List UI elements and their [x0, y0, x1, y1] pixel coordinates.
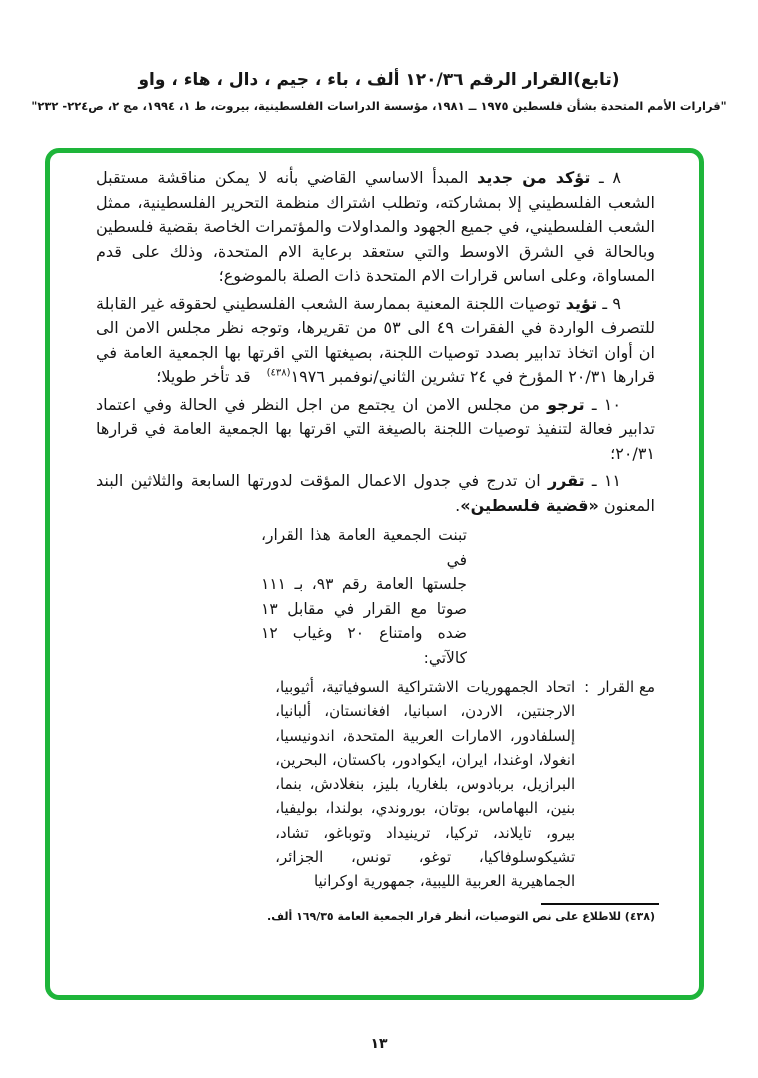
vote-in-favour-label: مع القرار	[598, 678, 655, 696]
agenda-item-title: «قضية فلسطين»	[460, 495, 599, 515]
vote-colon: :	[584, 678, 590, 696]
adoption-line: صوتا مع القرار في مقابل ١٣	[261, 599, 467, 618]
adoption-line: ضده وامتناع ٢٠ وغياب ١٢	[261, 624, 467, 642]
vote-record	[96, 675, 655, 894]
paragraph-11-tail: .	[455, 495, 461, 515]
adoption-line: كالآتي:	[423, 648, 467, 667]
adoption-line: تبنت الجمعية العامة هذا القرار، في	[261, 526, 467, 569]
footnote-separator-rule	[541, 903, 659, 905]
paragraph-8-lead: تؤكد من جديد	[477, 168, 591, 187]
paragraph-8-body: المبدأ الاساسي القاضي بأنه لا يمكن مناقشة مستقبل الشعب الفلسطيني إلا بمشاركته، وتطلب اشتراك منظمة التحرير الفلسطينية، ممثل الشعب الفلسطيني، في جميع الجهود والمداولات والمؤتمرات الخاصة بقضية فلسطين وبالحالة في الشرق الاوسط والتي ستعقد برعاية الام المتحدة، وذلك على قدم المساواة، وعلى اساس قرارات الام المتحدة ذات الصلة بالموضوع؛	[96, 168, 655, 285]
footnote-438-text: (٤٣٨) للاطلاع على نص التوصيات، أنظر قرار الجمعية العامة ١٦٩/٣٥ ألف.	[267, 909, 655, 923]
adoption-note	[261, 523, 467, 670]
paragraph-11-body: ان تدرج في جدول الاعمال المؤقت لدورتها السابعة والثلاثين البند المعنون	[96, 471, 655, 515]
paragraph-9-tail: قد تأخر طويلا؛	[156, 367, 267, 386]
paragraph-11-lead: تقرر	[547, 471, 585, 490]
paragraph-9-marker: ٩ ـ	[602, 293, 621, 313]
paragraph-9-body: توصيات اللجنة المعنية بممارسة الشعب الفلسطيني لحقوقه غير القابلة للتصرف الواردة في الفقرات ٤٩ الى ٥٣ من تقريرها، وتوجه نظر مجلس الامن الى ان أوان اتخاذ تدابير بصدد توصيات اللجنة، بصيغتها التي اقرتها بها الجمعية العامة في قرارها ٢٠/٣١ المؤرخ في ٢٤ تشرين الثاني/نوفمبر ١٩٧٦	[96, 293, 655, 386]
page-number: ١٣	[370, 1036, 388, 1052]
adoption-line: جلستها العامة رقم ٩٣، بـ ١١١	[261, 575, 468, 593]
paragraph-11	[96, 469, 655, 518]
resolution-frame	[45, 148, 704, 1000]
citation-line: "قرارات الأمم المتحدة بشأن فلسطين ١٩٧٥ ــ ١٩٨١، مؤسسة الدراسات الفلسطينية، بيروت، ط ١، ١٩٩٤، مج ٢، ص٢٢٤- ٢٣٢"	[31, 99, 727, 113]
paragraph-11-marker: ١١ ـ	[591, 471, 621, 490]
paragraph-10-marker: ١٠ ـ	[591, 394, 621, 414]
paragraph-9	[96, 292, 655, 390]
paragraph-10	[96, 393, 655, 467]
paragraph-10-body: من مجلس الامن ان يجتمع من اجل النظر في الحالة وفي اعتماد تدابير فعالة لتنفيذ توصيات اللجنة بالصيغة التي اقرتها بها الجمعية العامة في قرارها ٢٠/٣١؛	[96, 394, 655, 463]
footnote-block	[96, 903, 655, 923]
paragraph-8-marker: ٨ ـ	[599, 168, 621, 187]
resolution-title: (تابع)القرار الرقم ١٢٠/٣٦ ألف ، باء ، جيم ، دال ، هاء ، واو	[138, 70, 620, 90]
footnote-reference-438: (٤٣٨)	[266, 367, 291, 379]
paragraph-9-lead: تؤيد	[565, 293, 598, 313]
paragraph-10-lead: ترجو	[547, 394, 585, 414]
page-header	[0, 70, 758, 113]
paragraph-8	[96, 166, 655, 289]
vote-in-favour-countries: اتحاد الجمهوريات الاشتراكية السوفياتية، أثيوبيا، الارجنتين، الاردن، اسبانيا، افغانستان، ألبانيا، إلسلفادور، الامارات العربية المتحدة، اندونيسيا، انغولا، اوغندا، ايران، ايكوادور، باكستان، البحرين، البرازيل، بربادوس، بلغاريا، بليز، بنغلادش، بنما، بنين، البهاماس، بوتان، بوروندي، بولندا، بوليفيا، بيرو، تايلاند، تركيا، ترينيداد وتوباغو، تشاد، تشيكوسلوفاكيا، توغو، تونس، الجزائر، الجماهيرية العربية الليبية، جمهورية اوكرانيا	[275, 678, 576, 891]
